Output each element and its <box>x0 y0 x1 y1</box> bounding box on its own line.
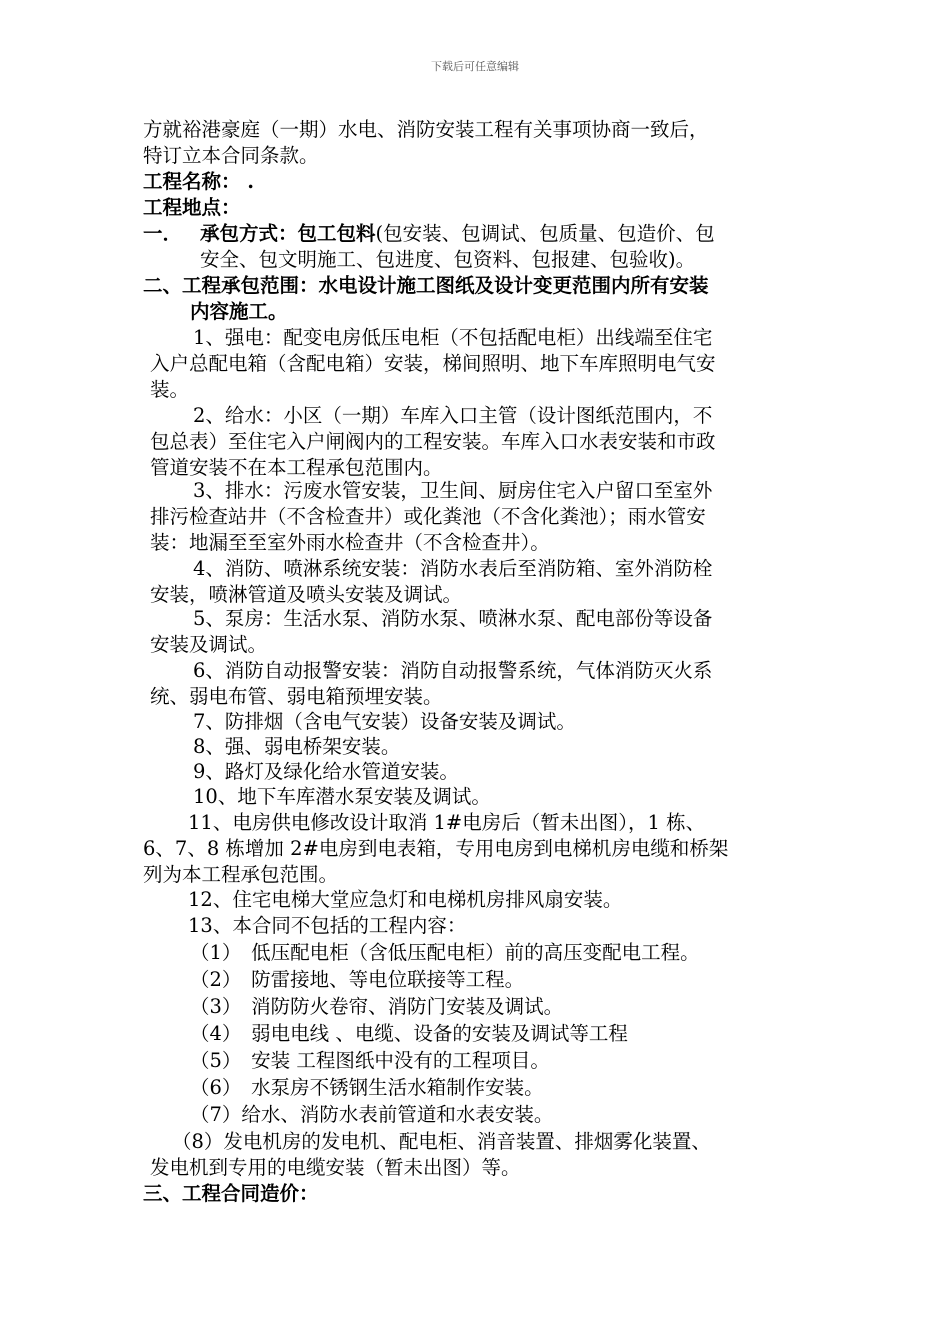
section-2-heading-cont: 内容施工。 <box>190 300 288 323</box>
sub-list-item: （8）发电机房的发电机、配电柜、消音装置、排烟雾化装置、 <box>172 1130 711 1153</box>
text-line: 包总表）至住宅入户闸阀内的工程安装。车库入口水表安装和市政 <box>150 430 716 453</box>
text-line: 特订立本合同条款。 <box>143 144 319 167</box>
section-2-heading: 二、工程承包范围：水电设计施工图纸及设计变更范围内所有安装 <box>143 274 709 297</box>
text-line: 管道安装不在本工程承包范围内。 <box>150 456 443 479</box>
sub-list-item: （2） 防雷接地、等电位联接等工程。 <box>190 968 525 991</box>
text-line: 列为本工程承包范围。 <box>143 863 339 886</box>
sub-list-item: （5） 安装 工程图纸中没有的工程项目。 <box>190 1049 550 1072</box>
section-1-heading: 承包方式：包工包料(包安装、包调试、包质量、包造价、包 <box>200 222 715 245</box>
section-1-number: 一． <box>143 222 183 245</box>
text-line: 方就裕港豪庭（一期）水电、消防安装工程有关事项协商一致后， <box>143 118 709 141</box>
list-item: 9、路灯及绿化给水管道安装。 <box>193 760 459 783</box>
list-item: 7、防排烟（含电气安装）设备安装及调试。 <box>193 710 576 733</box>
text-line: 排污检查站井（不含检查井）或化粪池（不含化粪池）；雨水管安 <box>150 505 706 528</box>
section-3-heading: 三、工程合同造价： <box>143 1182 319 1205</box>
sub-list-item: （4） 弱电电线 、电缆、设备的安装及调试等工程 <box>190 1022 628 1045</box>
list-item: 5、泵房：生活水泵、消防水泵、喷淋水泵、配电部份等设备 <box>193 607 713 630</box>
text-line: 装。 <box>150 378 190 401</box>
sub-list-item: （3） 消防防火卷帘、消防门安装及调试。 <box>190 995 564 1018</box>
sub-list-item: （7）给水、消防水表前管道和水表安装。 <box>190 1103 554 1126</box>
text-line: 安装及调试。 <box>150 633 268 656</box>
list-item: 11、电房供电修改设计取消 1#电房后（暂未出图），1 栋、 <box>188 811 706 834</box>
text-line: 安全、包文明施工、包进度、包资料、包报建、包验收)。 <box>200 248 696 271</box>
project-name-label: 工程名称： . <box>143 170 255 193</box>
text-line: 入户总配电箱（含配电箱）安装，梯间照明、地下车库照明电气安 <box>150 352 716 375</box>
text-line: 装：地漏至至室外雨水检查井（不含检查井）。 <box>150 531 550 554</box>
text-line: 统、弱电布管、弱电箱预埋安装。 <box>150 685 443 708</box>
list-item: 10、地下车库潜水泵安装及调试。 <box>193 785 491 808</box>
sub-list-item: （6） 水泵房不锈钢生活水箱制作安装。 <box>190 1076 544 1099</box>
project-location-label: 工程地点： <box>143 196 241 219</box>
list-item: 13、本合同不包括的工程内容： <box>188 914 467 937</box>
list-item: 8、强、弱电桥架安装。 <box>193 735 401 758</box>
list-item: 1、强电：配变电房低压电柜（不包括配电柜）出线端至住宅 <box>193 326 713 349</box>
list-item: 3、排水：污废水管安装，卫生间、厨房住宅入户留口至室外 <box>193 479 713 502</box>
list-item: 12、住宅电梯大堂应急灯和电梯机房排风扇安装。 <box>188 888 623 911</box>
text-line: 安装，喷淋管道及喷头安装及调试。 <box>150 583 463 606</box>
list-item: 6、消防自动报警安装：消防自动报警系统，气体消防灭火系 <box>193 659 713 682</box>
sub-list-item: （1） 低压配电柜（含低压配电柜）前的高压变配电工程。 <box>190 941 700 964</box>
text-line: 6、7、8 栋增加 2#电房到电表箱，专用电房到电梯机房电缆和桥架 <box>143 837 729 860</box>
text-line: 发电机到专用的电缆安装（暂未出图）等。 <box>150 1156 521 1179</box>
page-header: 下载后可任意编辑 <box>431 60 519 73</box>
list-item: 2、给水：小区（一期）车库入口主管（设计图纸范围内，不 <box>193 404 713 427</box>
list-item: 4、消防、喷淋系统安装：消防水表后至消防箱、室外消防栓 <box>193 557 713 580</box>
